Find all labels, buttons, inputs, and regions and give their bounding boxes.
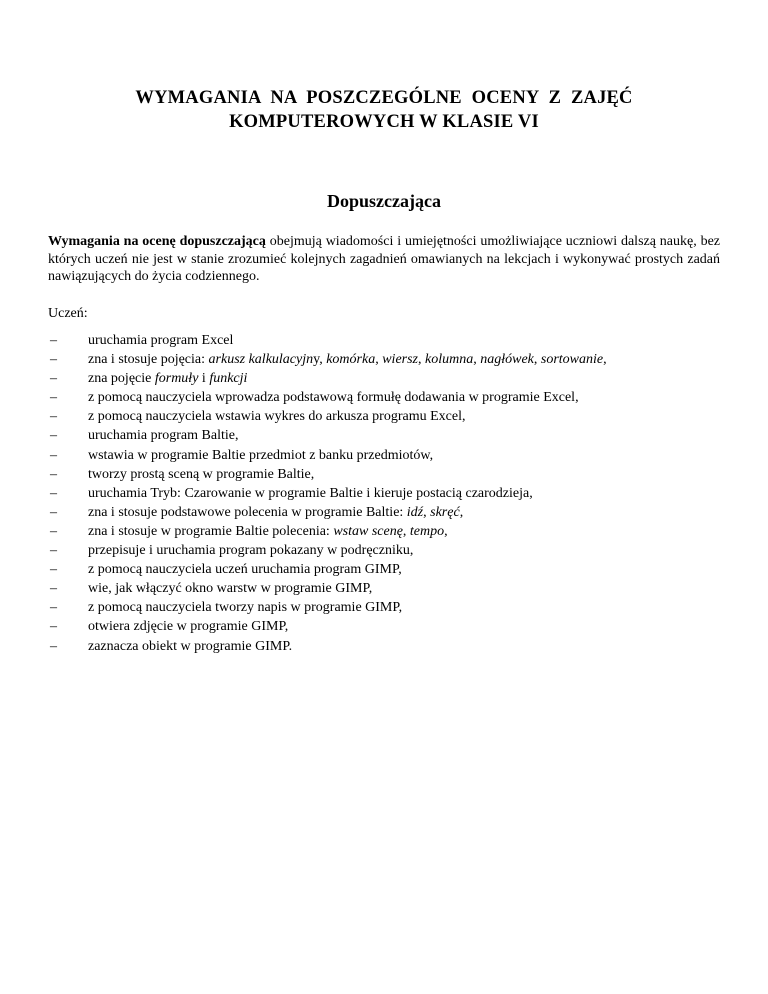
dash-bullet: – [50,485,57,501]
list-item: – zna i stosuje w programie Baltie polecenia: wstaw scenę, tempo, [48,522,607,541]
dash-bullet: – [50,638,57,654]
list-item: – zna pojęcie formuły i funkcji [48,369,607,388]
intro-bold-text: Wymagania na ocenę dopuszczającą [48,234,266,249]
list-item: – uruchamia program Baltie, [48,426,607,445]
student-label: Uczeń: [48,306,88,321]
dash-bullet: – [50,619,57,635]
dash-bullet: – [50,523,57,539]
list-item: – z pomocą nauczyciela uczeń uruchamia program GIMP, [48,560,607,579]
list-item: – zna i stosuje podstawowe polecenia w programie Baltie: idź, skręć, [48,503,607,522]
list-item: – uruchamia Tryb: Czarowanie w programie Baltie i kieruje postacią czarodzieja, [48,484,607,503]
list-item: – zaznacza obiekt w programie GIMP. [48,637,607,656]
list-item: – zna i stosuje pojęcia: arkusz kalkulacyjny, komórka, wiersz, kolumna, nagłówek, sortowanie, [48,350,607,369]
dash-bullet: – [50,333,57,348]
list-item: – wie, jak włączyć okno warstw w programie GIMP, [48,579,607,598]
list-item: – wstawia w programie Baltie przedmiot z banku przedmiotów, [48,446,607,465]
intro-paragraph [48,233,720,286]
dash-bullet: – [50,562,57,578]
list-item: – z pomocą nauczyciela wprowadza podstawową formułę dodawania w programie Excel, [48,388,607,407]
list-item: – otwiera zdjęcie w programie GIMP, [48,617,607,636]
dash-bullet: – [50,600,57,616]
document-title [60,86,708,134]
dash-bullet: – [50,543,57,559]
document-title-line-1: WYMAGANIA NA POSZCZEGÓLNE OCENY Z ZAJĘĆ [135,88,633,108]
list-item: – z pomocą nauczyciela wstawia wykres do arkusza programu Excel, [48,407,607,426]
list-item: – tworzy prostą sceną w programie Baltie, [48,465,607,484]
dash-bullet: – [50,390,57,406]
requirements-list [48,331,607,656]
dash-bullet: – [50,352,57,368]
list-item: – przepisuje i uruchamia program pokazany w podręczniku, [48,541,607,560]
dash-bullet: – [50,504,57,520]
dash-bullet: – [50,428,57,444]
dash-bullet: – [50,371,57,387]
list-item: – z pomocą nauczyciela tworzy napis w programie GIMP, [48,598,607,617]
list-item: – uruchamia program Excel [48,331,607,350]
section-title: Dopuszczająca [327,191,441,211]
dash-bullet: – [50,447,57,463]
dash-bullet: – [50,466,57,482]
intro-text: obejmują wiadomości i umiejętności umożliwiające uczniowi dalszą naukę, bez których uczeń nie jest w stanie zrozumieć kolejnych zagadnień omawianych na lekcjach i wykonywać prostych zadań nawiązujących do życia codziennego. [48,234,720,284]
dash-bullet: – [50,581,57,597]
document-title-line-2: KOMPUTEROWYCH W KLASIE VI [229,112,539,132]
dash-bullet: – [50,409,57,425]
